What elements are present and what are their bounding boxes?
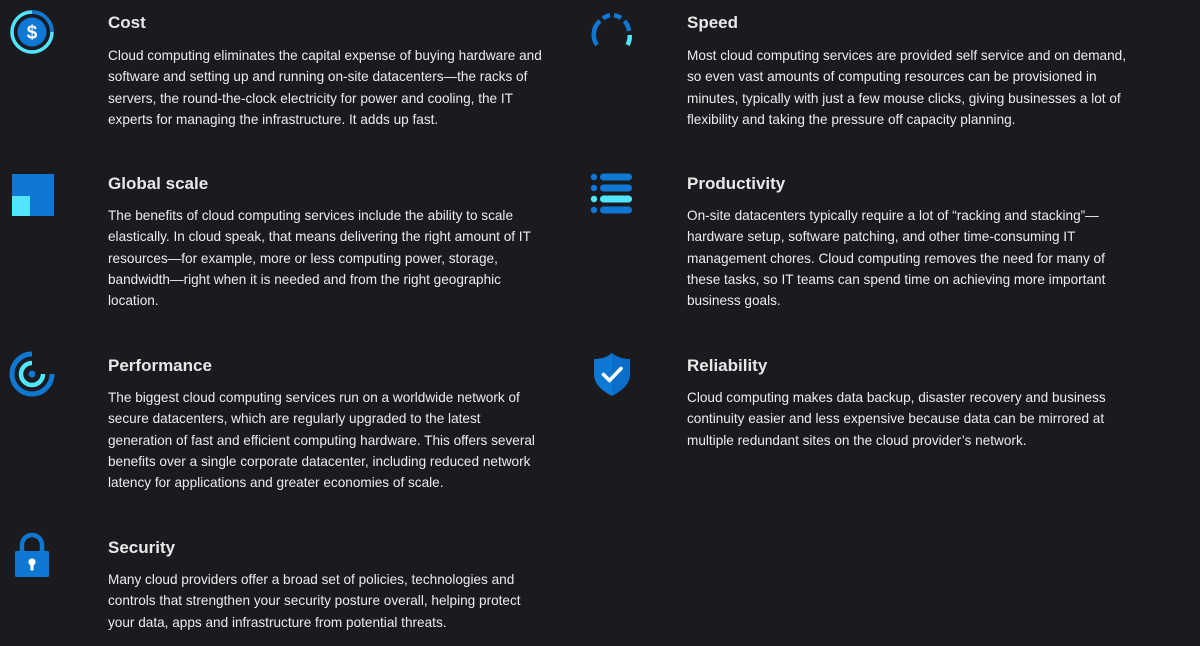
- description-line: Cloud computing makes data backup, disaster recovery and business: [687, 390, 1106, 405]
- description-line: so even vast amounts of computing resources can be provisioned in: [687, 69, 1097, 85]
- description-line: hardware setup, software patching, and other time-consuming IT: [687, 229, 1076, 245]
- feature-title: Cost: [108, 13, 146, 32]
- description-line: benefits over a single corporate datacenter, including reduced network: [108, 453, 531, 469]
- feature-description: [687, 205, 1157, 311]
- description-line: The biggest cloud computing services run on a worldwide network of: [108, 390, 520, 405]
- feature-title: Productivity: [687, 174, 786, 193]
- description-line: controls that strengthen your security posture overall, helping protect: [108, 593, 521, 609]
- feature-title: Performance: [108, 356, 212, 375]
- description-line: generation of fast and efficient computing hardware. This offers several: [108, 432, 535, 448]
- description-line: Most cloud computing services are provided self service and on demand,: [687, 48, 1127, 63]
- description-line: bandwidth—right when it is needed and from the right geographic: [108, 271, 501, 287]
- description-line: servers, the round-the-clock electricity for power and cooling, the IT: [108, 90, 513, 106]
- description-line: flexibility and taking the pressure off capacity planning.: [687, 111, 1016, 127]
- feature-description: [108, 569, 570, 633]
- description-line: latency for applications and greater economies of scale.: [108, 475, 444, 491]
- description-line: software and setting up and running on-site datacenters—the racks of: [108, 69, 528, 85]
- feature-productivity: [0, 160, 1200, 330]
- description-line: location.: [108, 293, 159, 309]
- description-line: these tasks, so IT teams can spend time on achieving more important: [687, 271, 1106, 287]
- description-line: management chores. Cloud computing removes the need for many of: [687, 250, 1105, 266]
- feature-security: [0, 524, 580, 646]
- description-line: continuity easier and less expensive because data can be mirrored at: [687, 411, 1105, 427]
- feature-reliability: [0, 342, 1200, 462]
- description-line: experts for managing the infrastructure. It adds up fast.: [108, 111, 439, 127]
- feature-description: [687, 45, 1157, 130]
- description-line: Many cloud providers offer a broad set of policies, technologies and: [108, 572, 515, 587]
- description-line: elastically. In cloud speak, that means delivering the right amount of IT: [108, 229, 531, 245]
- shield-check-icon: [588, 350, 636, 398]
- description-line: Cloud computing eliminates the capital expense of buying hardware and: [108, 48, 542, 63]
- svg-text:$: $: [26, 22, 38, 44]
- feature-speed: [0, 0, 1200, 150]
- description-line: resources—for example, more or less computing power, storage,: [108, 250, 498, 266]
- description-line: multiple redundant sites on the cloud provider’s network.: [687, 432, 1027, 448]
- feature-title: Speed: [687, 13, 739, 32]
- list-icon: [588, 169, 636, 217]
- description-line: your data, apps and infrastructure from potential threats.: [108, 614, 447, 630]
- description-line: minutes, typically with just a few mouse clicks, giving businesses a lot of: [687, 90, 1121, 106]
- description-line: The benefits of cloud computing services include the ability to scale: [108, 208, 514, 223]
- description-line: On-site datacenters typically require a lot of “racking and stacking”—: [687, 208, 1099, 223]
- padlock-icon: [8, 531, 56, 579]
- feature-title: Security: [108, 538, 176, 557]
- feature-title: Reliability: [687, 356, 768, 375]
- description-line: business goals.: [687, 293, 781, 309]
- speed-gauge-icon: [588, 9, 636, 57]
- feature-description: [687, 387, 1157, 451]
- description-line: secure datacenters, which are regularly upgraded to the latest: [108, 411, 481, 427]
- feature-title: Global scale: [108, 174, 209, 193]
